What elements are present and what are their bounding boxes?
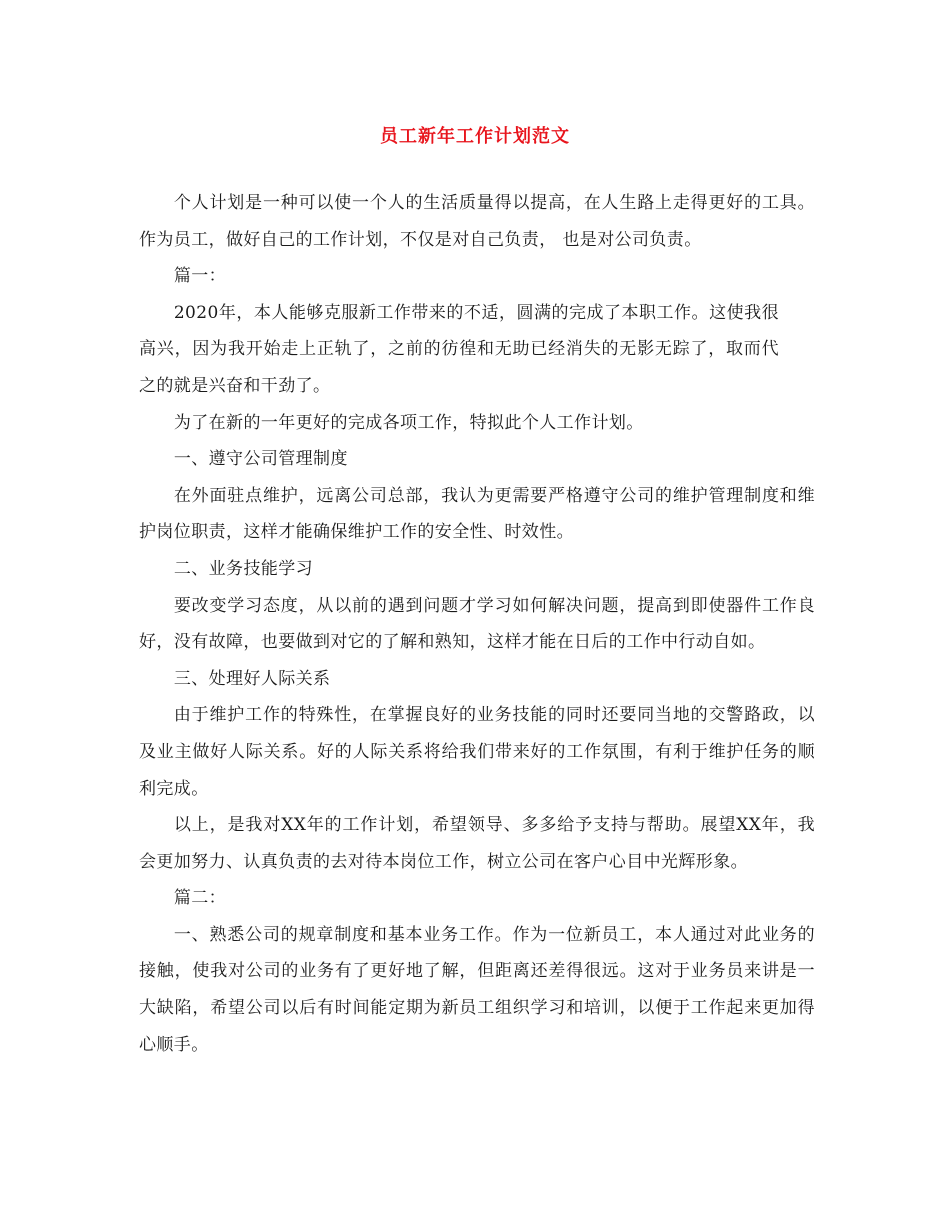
paragraph: 在外面驻点维护，远离公司总部，我认为更需要严格遵守公司的维护管理制度和维护岗位职责，这样才能确保维护工作的安全性、时效性。 — [139, 485, 815, 543]
document-title: 员工新年工作计划范文 — [380, 126, 570, 147]
section-heading-part-one: 篇一： — [173, 266, 227, 287]
paragraph: 以上，是我对XX年的工作计划，希望领导、多多给予支持与帮助。展望XX年，我会更加努力、认真负责的去对待本岗位工作，树立公司在客户心目中光辉形象。 — [139, 815, 815, 872]
section-heading-part-two: 篇二： — [173, 888, 227, 909]
paragraph: 2020年，本人能够克服新工作带来的不适，圆满的完成了本职工作。这使我很高兴，因为我开始走上正轨了，之前的彷徨和无助已经消失的无影无踪了，取而代之的就是兴奋和干劲了。 — [139, 302, 779, 396]
paragraph: 为了在新的一年更好的完成各项工作，特拟此个人工作计划。 — [173, 412, 644, 433]
paragraph: 一、熟悉公司的规章制度和基本业务工作。作为一位新员工，本人通过对此业务的接触，使我对公司的业务有了更好地了解，但距离还差得很远。这对于业务员来讲是一大缺陷，希望公司以后有时间能定期为新员工组织学习和培训，以便于工作起来更加得心顺手。 — [139, 924, 815, 1055]
paragraph: 由于维护工作的特殊性，在掌握良好的业务技能的同时还要同当地的交警路政，以及业主做好人际关系。好的人际关系将给我们带来好的工作氛围，有利于维护任务的顺利完成。 — [139, 705, 815, 799]
section-heading: 一、遵守公司管理制度 — [173, 449, 348, 470]
section-heading: 三、处理好人际关系 — [173, 668, 331, 689]
paragraph-intro: 个人计划是一种可以使一个人的生活质量得以提高，在人生路上走得更好的工具。作为员工，做好自己的工作计划，不仅是对自己负责， 也是对公司负责。 — [139, 193, 815, 250]
paragraph: 要改变学习态度，从以前的遇到问题才学习如何解决问题，提高到即使器件工作良好，没有故障，也要做到对它的了解和熟知，这样才能在日后的工作中行动自如。 — [139, 595, 815, 653]
document-body — [139, 185, 815, 1063]
section-heading: 二、业务技能学习 — [173, 558, 314, 579]
